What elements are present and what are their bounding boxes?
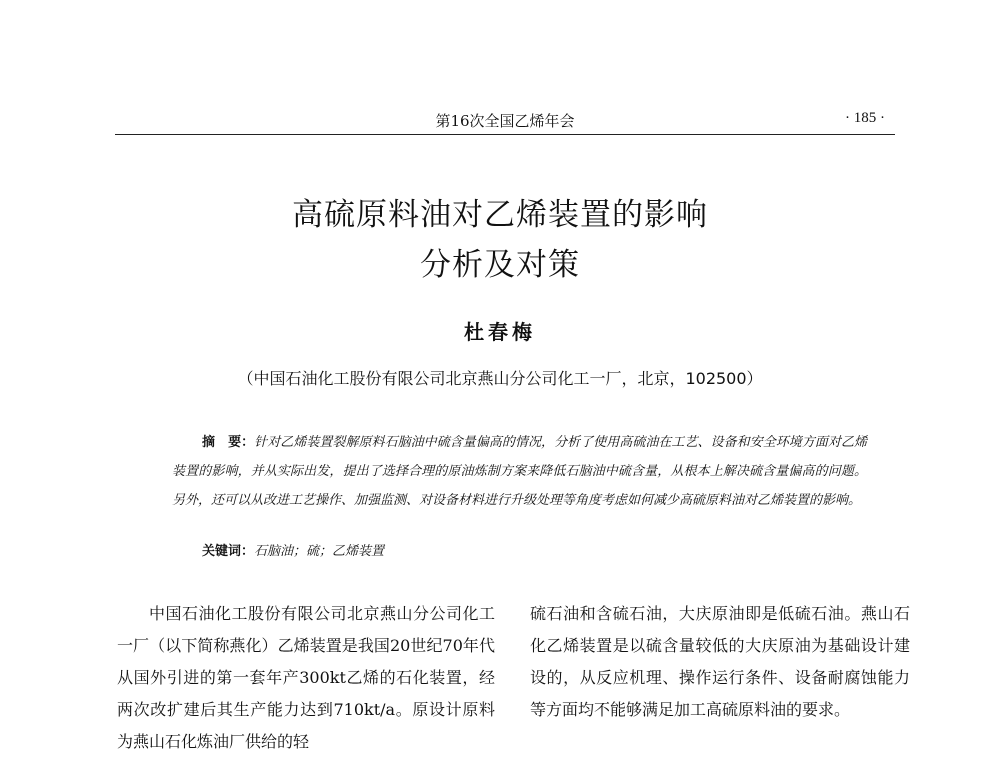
body-paragraph: 硫石油和含硫石油，大庆原油即是低硫石油。燕山石化乙烯装置是以硫含量较低的大庆原油为基础设计建设的，从反应机理、操作运行条件、设备耐腐蚀能力等方面均不能够满足加工高硫原料油的要求。 — [530, 604, 910, 719]
keywords-label: 关键词： — [202, 544, 255, 559]
body-column-left — [117, 598, 495, 758]
body-column-right — [530, 598, 910, 726]
keywords — [202, 540, 384, 559]
body-paragraph: 中国石油化工股份有限公司北京燕山分公司化工一厂（以下简称燕化）乙烯装置是我国20世纪70年代从国外引进的第一套年产300kt乙烯的石化装置，经两次改扩建后其生产能力达到710kt/a。原设计原料为燕山石化炼油厂供给的轻 — [117, 604, 495, 751]
keywords-text: 石脑油；硫；乙烯装置 — [254, 544, 385, 559]
page-number: · 185 · — [845, 110, 885, 126]
abstract-label: 摘 要： — [202, 435, 255, 450]
abstract — [172, 428, 867, 515]
paper-title — [0, 190, 1000, 290]
title-line-1: 高硫原料油对乙烯装置的影响 — [292, 197, 708, 233]
author-name: 杜春梅 — [464, 320, 536, 344]
abstract-text: 针对乙烯装置裂解原料石脑油中硫含量偏高的情况，分析了使用高硫油在工艺、设备和安全环境方面对乙烯装置的影响，并从实际出发，提出了选择合理的原油炼制方案来降低石脑油中硫含量，从根本上解决硫含量偏高的问题。另外，还可以从改进工艺操作、加强监测、对设备材料进行升级处理等角度考虑如何减少高硫原料油对乙烯装置的影响。 — [172, 435, 867, 508]
title-line-2: 分析及对策 — [420, 247, 580, 283]
running-header — [115, 108, 895, 135]
affiliation: （中国石油化工股份有限公司北京燕山分公司化工一厂，北京，102500） — [237, 369, 763, 388]
header-title: 第16次全国乙烯年会 — [435, 112, 575, 130]
